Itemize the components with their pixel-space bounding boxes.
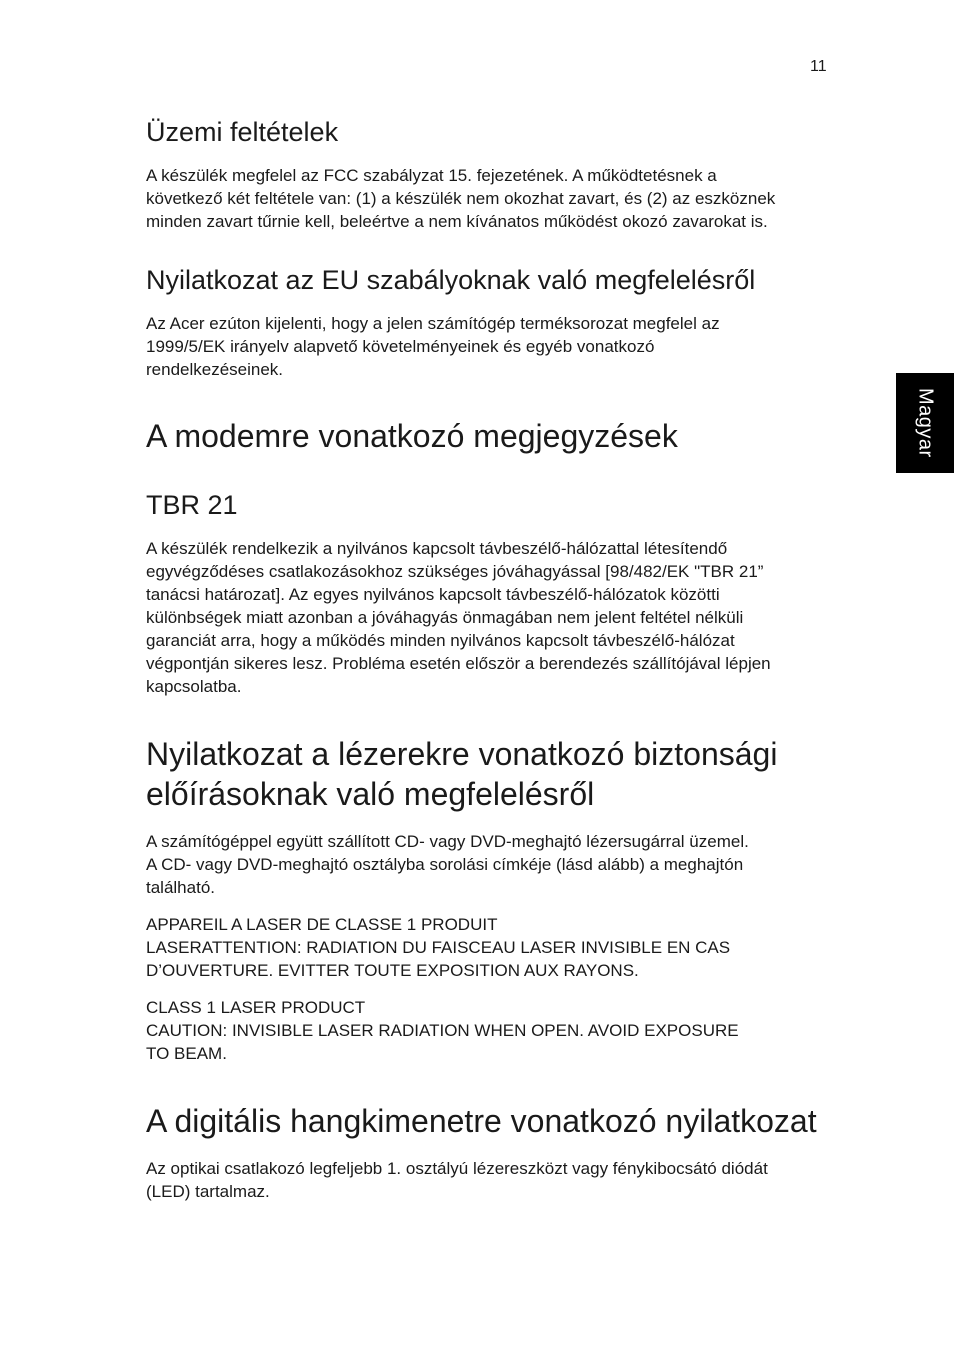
- paragraph-laser-english: [146, 996, 832, 1065]
- heading-modem-notes: A modemre vonatkozó megjegyzések: [146, 418, 678, 454]
- paragraph-eu-compliance: [146, 312, 832, 381]
- text-line: CAUTION: INVISIBLE LASER RADIATION WHEN OPEN. AVOID EXPOSURE: [146, 1021, 739, 1040]
- text-line: Az Acer ezúton kijelenti, hogy a jelen számítógép terméksorozat megfelel az: [146, 314, 720, 333]
- text-line: végpontján sikeres lesz. Probléma esetén először a berendezés szállítójával lépjen: [146, 654, 771, 673]
- text-line: APPAREIL A LASER DE CLASSE 1 PRODUIT: [146, 915, 498, 934]
- language-side-tab-label: Magyar: [914, 388, 937, 458]
- heading-laser-compliance-line2: előírásoknak való megfelelésről: [146, 776, 595, 812]
- text-line: egyvégződéses csatlakozásokhoz szükséges jóváhagyással [98/482/EK "TBR 21”: [146, 562, 764, 581]
- heading-eu-compliance: Nyilatkozat az EU szabályoknak való megfelelésről: [146, 265, 756, 295]
- text-line: garanciát arra, hogy a működés minden nyilvános kapcsolt távbeszélő-hálózat: [146, 631, 735, 650]
- text-line: 1999/5/EK irányelv alapvető követelményeinek és egyéb vonatkozó: [146, 337, 655, 356]
- text-line: A számítógéppel együtt szállított CD- vagy DVD-meghajtó lézersugárral üzemel.: [146, 832, 749, 851]
- text-line: különbségek miatt azonban a jóváhagyás önmagában nem jelent feltétel nélküli: [146, 608, 744, 627]
- paragraph-laser-intro: [146, 830, 832, 899]
- heading-operating-conditions: Üzemi feltételek: [146, 117, 339, 147]
- paragraph-digital-audio: [146, 1157, 832, 1203]
- text-line: tanácsi határozat]. Az egyes nyilvános kapcsolt távbeszélő-hálózatok közötti: [146, 585, 720, 604]
- heading-digital-audio: A digitális hangkimenetre vonatkozó nyilatkozat: [146, 1103, 817, 1139]
- paragraph-laser-french: [146, 913, 832, 982]
- language-side-tab: [896, 373, 954, 473]
- text-line: LASERATTENTION: RADIATION DU FAISCEAU LASER INVISIBLE EN CAS: [146, 938, 731, 957]
- text-line: TO BEAM.: [146, 1044, 227, 1063]
- text-line: kapcsolatba.: [146, 677, 242, 696]
- text-line: A CD- vagy DVD-meghajtó osztályba sorolási címkéje (lásd alább) a meghajtón: [146, 855, 744, 874]
- text-line: (LED) tartalmaz.: [146, 1182, 270, 1201]
- text-line: D’OUVERTURE. EVITTER TOUTE EXPOSITION AUX RAYONS.: [146, 961, 639, 980]
- text-line: minden zavart tűrnie kell, beleértve a nem kívánatos működést okozó zavarokat is.: [146, 212, 768, 231]
- text-line: A készülék rendelkezik a nyilvános kapcsolt távbeszélő-hálózattal létesítendő: [146, 539, 728, 558]
- text-line: CLASS 1 LASER PRODUCT: [146, 998, 366, 1017]
- text-line: következő két feltétele van: (1) a készülék nem okozhat zavart, és (2) az eszköznek: [146, 189, 776, 208]
- heading-laser-compliance-line1: Nyilatkozat a lézerekre vonatkozó biztonsági: [146, 736, 778, 772]
- text-line: rendelkezéseinek.: [146, 360, 284, 379]
- paragraph-operating-conditions: [146, 164, 832, 233]
- page-number: 11: [810, 58, 827, 75]
- text-line: található.: [146, 878, 215, 897]
- heading-tbr21: TBR 21: [146, 490, 238, 520]
- text-line: Az optikai csatlakozó legfeljebb 1. osztályú lézereszközt vagy fénykibocsátó diódát: [146, 1159, 768, 1178]
- paragraph-tbr21: [146, 537, 832, 698]
- text-line: A készülék megfelel az FCC szabályzat 15. fejezetének. A működtetésnek a: [146, 166, 717, 185]
